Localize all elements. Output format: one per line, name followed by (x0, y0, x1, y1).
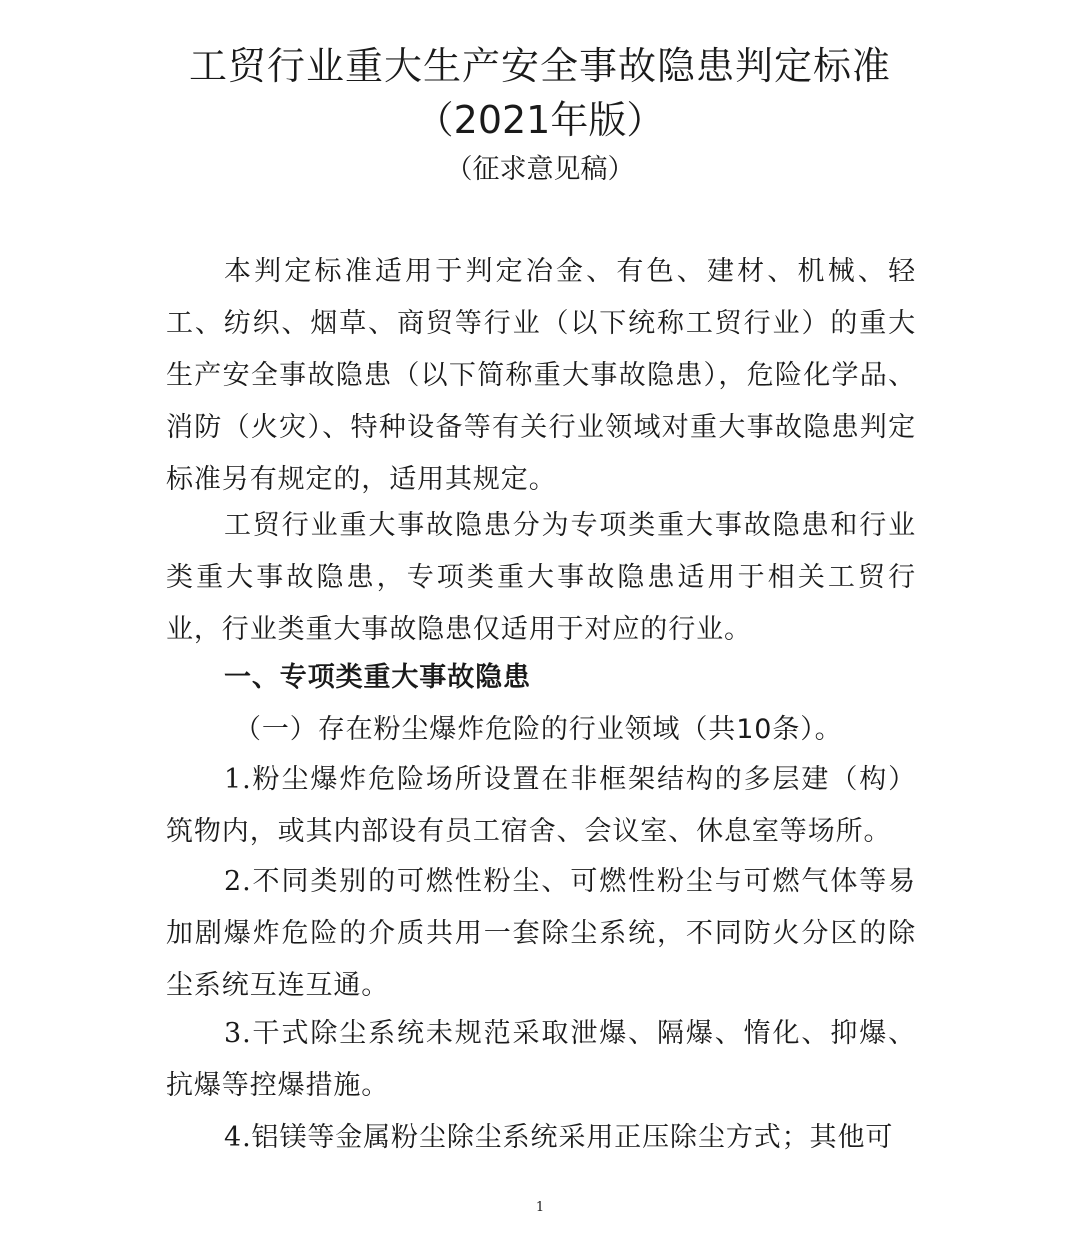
subsection-heading: （一）存在粉尘爆炸危险的行业领域（共10条）。 (234, 714, 843, 745)
section-heading: 一、专项类重大事故隐患 (224, 662, 531, 693)
list-item: 3.干式除尘系统未规范采取泄爆、隔爆、惰化、抑爆、抗爆等控爆措施。 (166, 1018, 916, 1101)
page-number: 1 (535, 1200, 545, 1215)
document-title-version: （2021年版） (415, 98, 665, 142)
document-subtitle: （征求意见稿） (445, 154, 635, 185)
document-title: 工贸行业重大生产安全事故隐患判定标准 (188, 44, 891, 88)
intro-paragraph-scope: 本判定标准适用于判定冶金、有色、建材、机械、轻工、纺织、烟草、商贸等行业（以下统称工贸行业）的重大生产安全事故隐患（以下简称重大事故隐患），危险化学品、消防（火灾）、特种设备等有关行业领域对重大事故隐患判定标准另有规定的，适用其规定。 (166, 256, 916, 495)
list-item: 4.铝镁等金属粉尘除尘系统采用正压除尘方式；其他可 (224, 1122, 894, 1153)
list-item: 1.粉尘爆炸危险场所设置在非框架结构的多层建（构）筑物内，或其内部设有员工宿舍、会议室、休息室等场所。 (166, 764, 916, 847)
list-item: 2.不同类别的可燃性粉尘、可燃性粉尘与可燃气体等易加剧爆炸危险的介质共用一套除尘系统，不同防火分区的除尘系统互连互通。 (166, 866, 916, 1001)
intro-paragraph-categories: 工贸行业重大事故隐患分为专项类重大事故隐患和行业类重大事故隐患，专项类重大事故隐患适用于相关工贸行业，行业类重大事故隐患仅适用于对应的行业。 (166, 510, 916, 645)
